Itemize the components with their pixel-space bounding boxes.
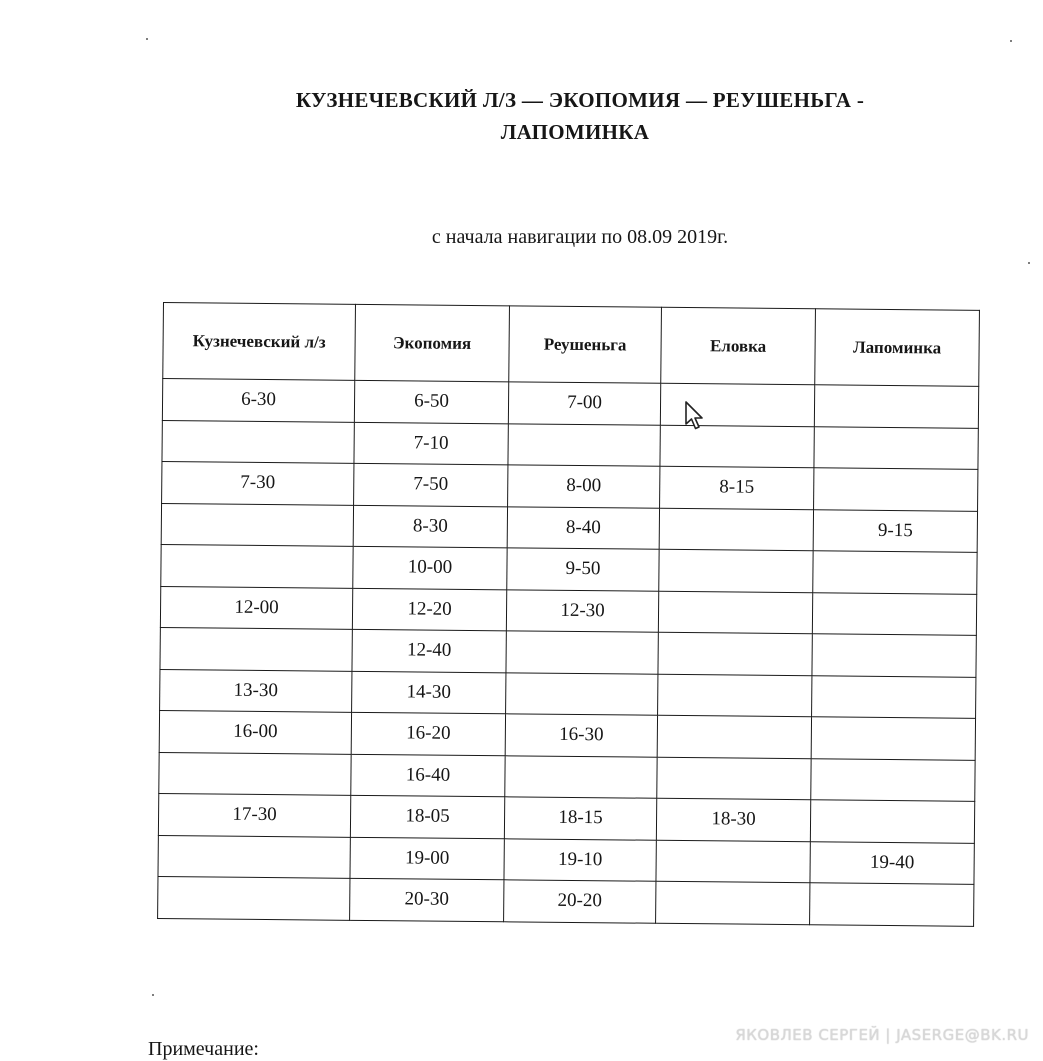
header-elovka: Еловка	[661, 307, 816, 384]
table-cell	[656, 881, 810, 924]
table-cell	[812, 592, 976, 635]
header-kuznechevsky: Кузнечевский л/з	[163, 303, 356, 381]
schedule-table-wrapper	[157, 302, 979, 926]
table-cell	[658, 674, 812, 717]
table-cell: 16-30	[505, 714, 657, 757]
mouse-pointer-icon	[684, 400, 706, 432]
table-cell: 14-30	[352, 671, 506, 714]
table-cell: 6-50	[354, 380, 508, 423]
validity-period: с начала навигации по 08.09 2019г.	[431, 226, 729, 248]
table-cell	[810, 883, 974, 926]
table-cell: 13-30	[160, 669, 352, 712]
table-cell	[158, 835, 350, 878]
table-cell: 19-00	[350, 837, 504, 880]
table-cell: 12-20	[352, 588, 506, 631]
table-cell	[812, 634, 976, 677]
table-cell: 12-40	[352, 629, 506, 672]
table-cell: 19-10	[504, 838, 656, 881]
table-cell	[505, 755, 657, 798]
table-cell: 19-40	[810, 841, 974, 884]
table-cell: 8-15	[660, 466, 814, 509]
table-cell	[814, 468, 978, 511]
table-cell: 8-30	[353, 505, 507, 548]
table-cell: 17-30	[158, 793, 350, 836]
table-cell: 18-05	[350, 795, 504, 838]
table-cell: 12-00	[160, 586, 352, 629]
table-cell: 9-15	[813, 509, 977, 552]
table-cell: 16-40	[351, 754, 505, 797]
table-cell: 7-10	[354, 422, 508, 465]
table-cell	[506, 631, 658, 674]
table-cell	[659, 549, 813, 592]
table-cell	[161, 503, 353, 546]
table-cell: 20-20	[504, 880, 656, 923]
table-cell	[658, 591, 812, 634]
table-cell: 9-50	[507, 548, 659, 591]
table-cell	[159, 752, 351, 795]
table-cell: 8-40	[507, 506, 659, 549]
table-cell	[158, 876, 350, 919]
header-ekonomiya: Экопомия	[355, 304, 510, 381]
table-cell: 7-50	[354, 463, 508, 506]
scan-speck	[1010, 40, 1012, 42]
table-cell	[161, 544, 353, 587]
table-cell: 7-30	[162, 461, 354, 504]
table-cell	[813, 551, 977, 594]
table-cell	[811, 758, 975, 801]
table-row	[158, 876, 974, 925]
table-cell: 6-30	[162, 379, 354, 422]
table-cell	[814, 385, 978, 428]
table-cell: 7-00	[508, 382, 660, 425]
table-cell: 16-20	[351, 712, 505, 755]
header-row	[163, 303, 980, 387]
table-cell	[506, 672, 658, 715]
table-cell	[657, 757, 811, 800]
table-cell	[657, 715, 811, 758]
header-lapominka: Лапоминка	[815, 309, 980, 387]
scan-speck	[146, 38, 148, 40]
table-cell	[160, 627, 352, 670]
table-cell	[659, 508, 813, 551]
table-cell	[812, 675, 976, 718]
table-cell	[658, 632, 812, 675]
table-cell	[810, 800, 974, 843]
table-cell: 16-00	[159, 710, 351, 753]
table-cell: 18-30	[656, 798, 810, 841]
table-cell: 12-30	[506, 589, 658, 632]
table-cell: 10-00	[353, 546, 507, 589]
document-title-line-2: ЛАПОМИНКА	[500, 120, 650, 144]
document-title-line-1: КУЗНЕЧЕВСКИЙ Л/З — ЭКОПОМИЯ — РЕУШЕНЬГА -	[295, 88, 865, 112]
scan-speck	[152, 994, 154, 996]
table-cell	[811, 717, 975, 760]
table-cell	[814, 426, 978, 469]
table-cell: 8-00	[508, 465, 660, 508]
table-cell	[162, 420, 354, 463]
watermark: ЯКОВЛЕВ СЕРГЕЙ | JASERGE@BK.RU	[735, 1026, 1029, 1044]
table-cell: 20-30	[350, 878, 504, 921]
note-label: Примечание:	[148, 1038, 259, 1060]
table-cell: 18-15	[504, 797, 656, 840]
header-reushenga: Реушеньга	[509, 306, 662, 383]
scan-speck	[1028, 262, 1030, 264]
table-cell	[656, 840, 810, 883]
schedule-table	[157, 302, 980, 926]
table-cell	[508, 423, 660, 466]
